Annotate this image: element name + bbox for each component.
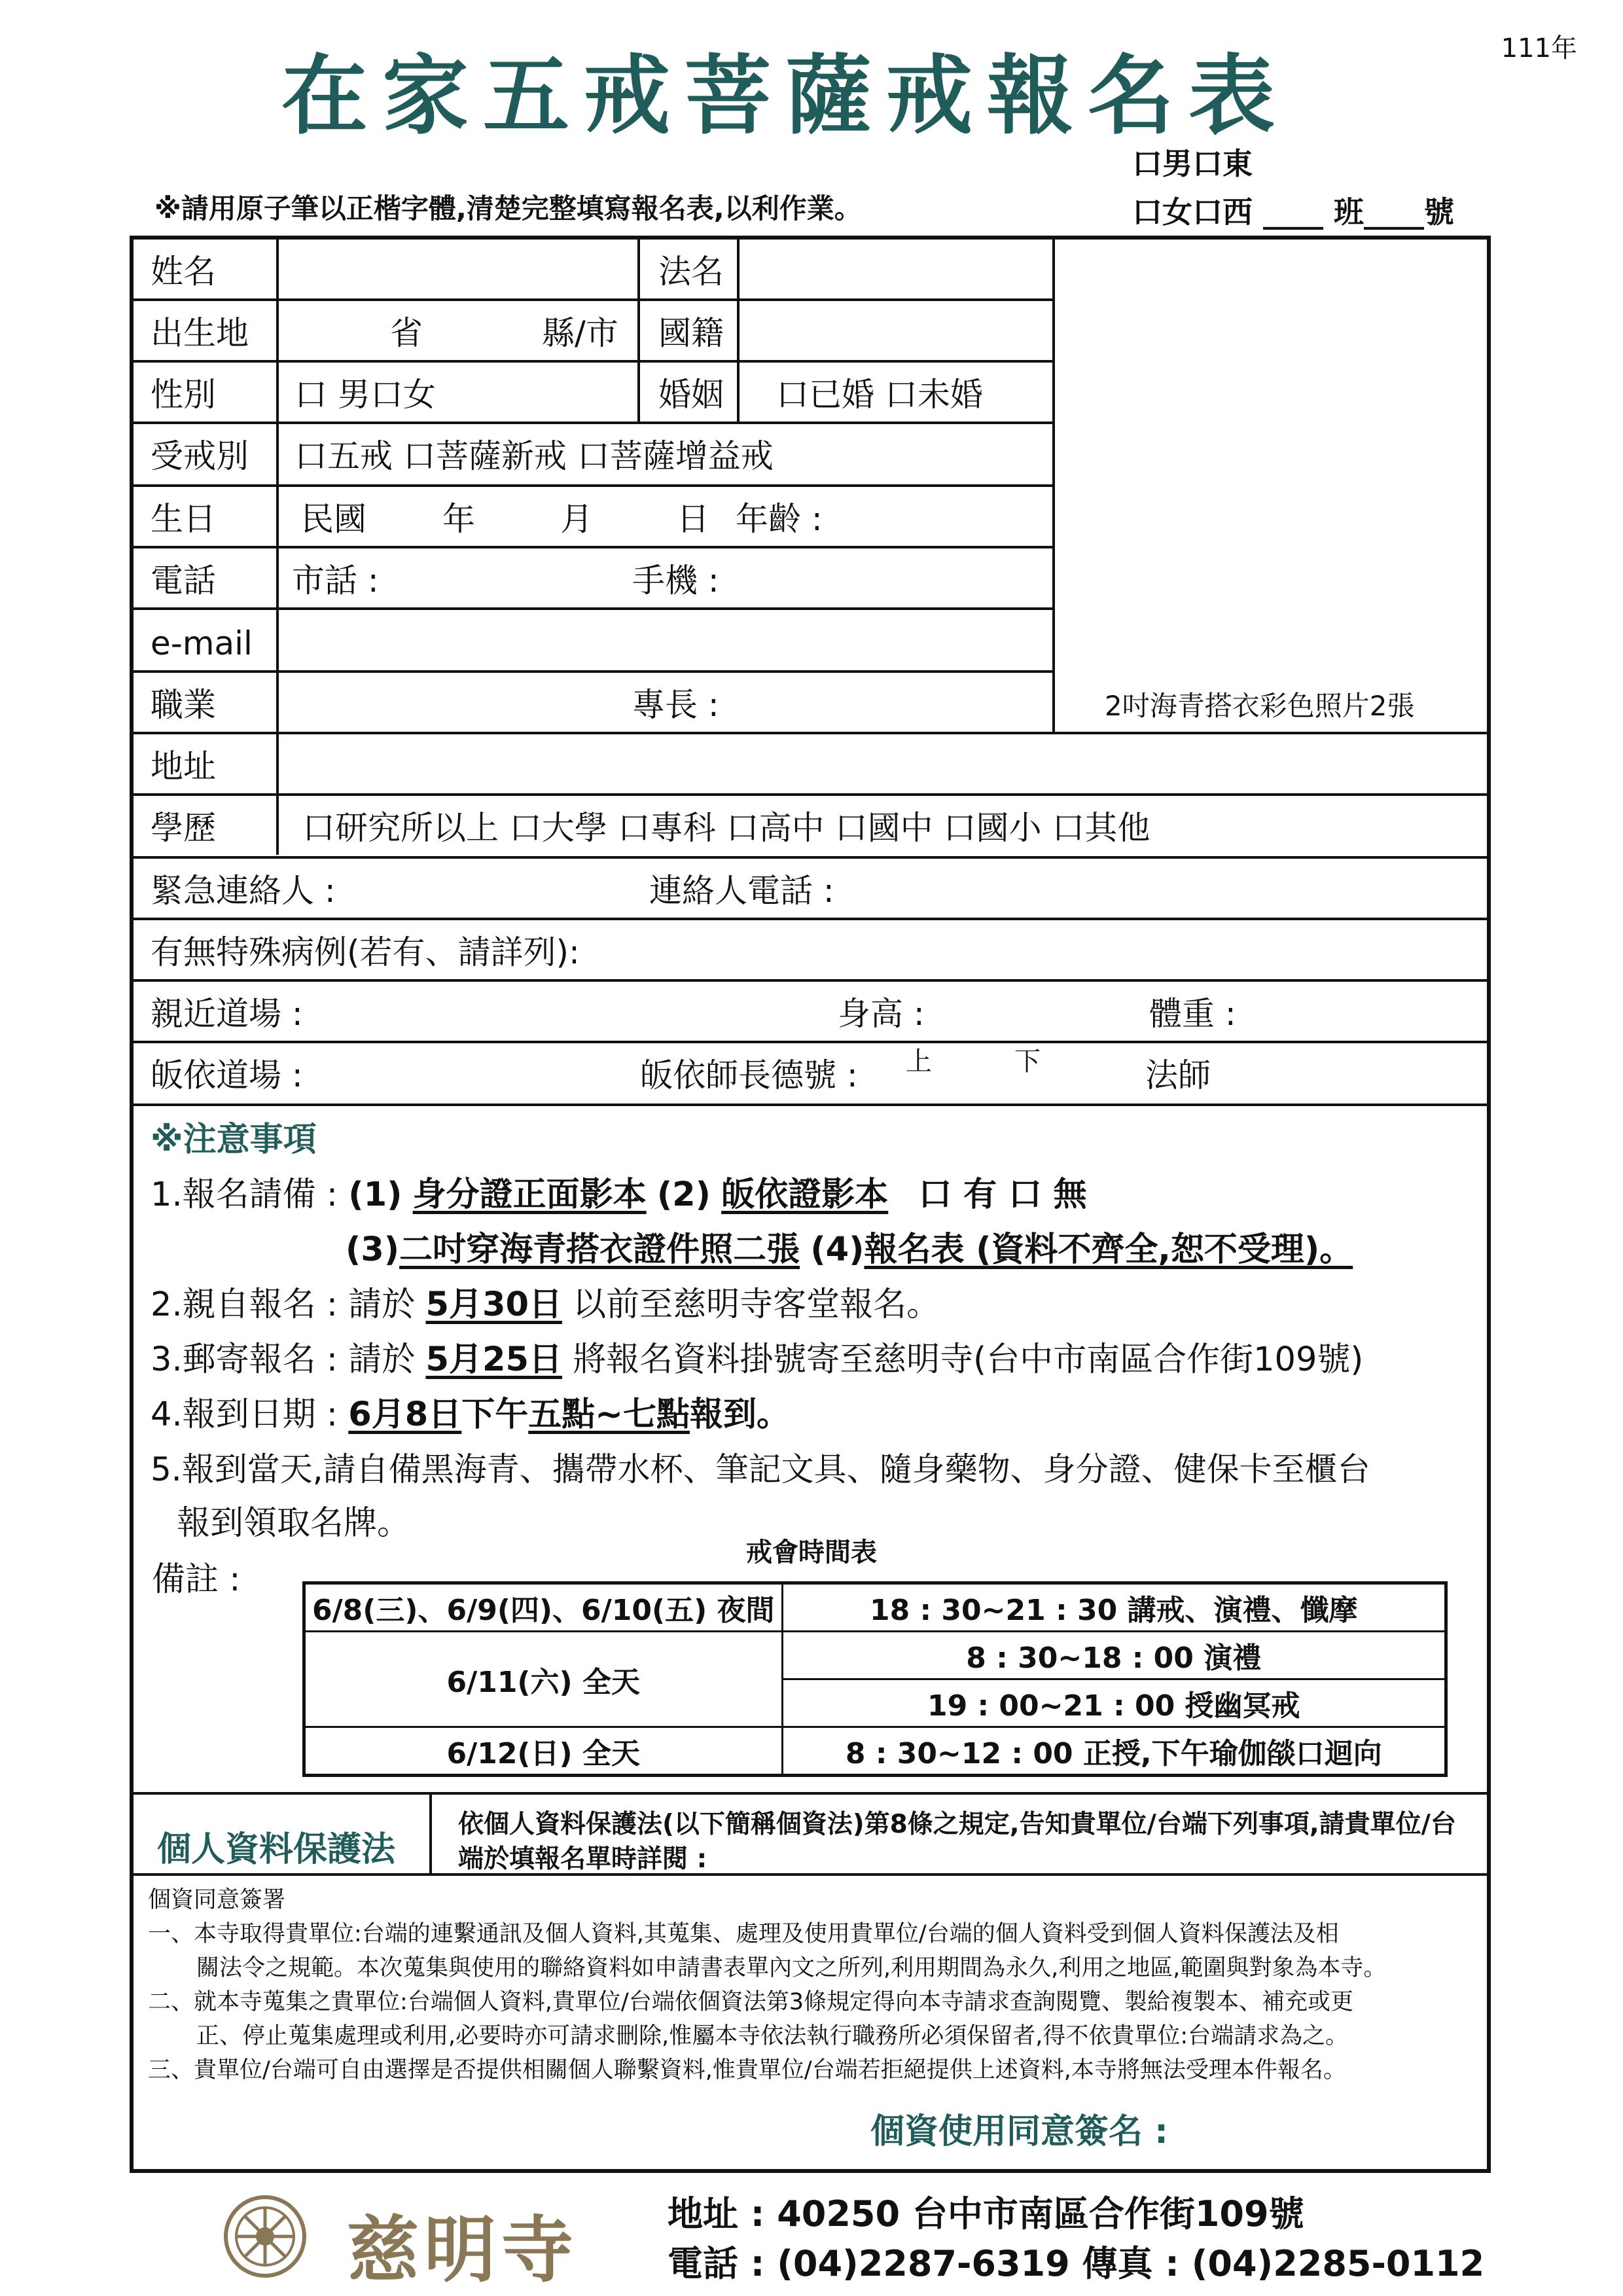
schedule-time: 8 : 30~12 : 00 正授,下午瑜伽燄口迴向 (782, 1727, 1446, 1776)
note-1-a-text: 身分證正面影本 (412, 1175, 647, 1214)
note-1-a-num: (1) (348, 1175, 402, 1214)
phone-label: 電話 (151, 562, 216, 600)
master-label: 法師 (1145, 1056, 1211, 1094)
consent-item-1a: 一、本寺取得貴單位:台端的連繫通訊及個人資料,其蒐集、處理及使用貴單位/台端的個人資料受到個人資料保護法及相 (148, 1921, 1339, 1947)
upper-label: 上 (906, 1047, 932, 1077)
precept-label: 受戒別 (151, 437, 249, 475)
precept-options[interactable]: 口五戒 口菩薩新戒 口菩薩增益戒 (294, 437, 774, 475)
weight-label: 體重 : (1149, 995, 1236, 1033)
row-divider (130, 484, 1054, 487)
schedule-date: 6/8(三)、6/9(四)、6/10(五) 夜間 (304, 1583, 783, 1632)
name-label: 姓名 (151, 253, 216, 291)
dharma-name-label: 法名 (658, 253, 724, 291)
temple-logo-text: 慈明寺 (347, 2208, 579, 2292)
row-divider (130, 793, 1491, 796)
note-1-d-text: 報名表 (資料不齊全,恕不受理)。 (864, 1230, 1353, 1269)
note-1-b-text: 皈依證影本 (721, 1175, 889, 1214)
note-5-line-2: 報到領取名牌。 (177, 1504, 411, 1543)
col-divider (637, 298, 640, 360)
class-number-line: 口女口西 ____ 班____號 (1132, 194, 1455, 230)
marriage-label: 婚姻 (658, 376, 724, 414)
email-label: e-mail (151, 624, 253, 662)
schedule-title: 戒會時間表 (746, 1537, 877, 1568)
nationality-label: 國籍 (658, 314, 724, 352)
col-divider (1052, 236, 1055, 733)
schedule-time: 19 : 00~21 : 00 授幽冥戒 (782, 1679, 1446, 1727)
note-5-line-1: 5.報到當天,請自備黑海青、攜帶水杯、筆記文具、隨身藥物、身分證、健保卡至櫃台 (151, 1450, 1370, 1488)
privacy-text: 依個人資料保護法(以下簡稱個資法)第8條之規定,告知貴單位/台端下列事項,請貴單位/台端於填報名單時詳閱 : (458, 1810, 1456, 1874)
name-field[interactable] (280, 249, 636, 295)
row-divider (130, 1103, 1491, 1106)
refuge-temple-label: 皈依道場 : (151, 1056, 303, 1094)
row-divider (130, 607, 1054, 610)
schedule-table (302, 1581, 1448, 1777)
nearby-temple-label: 親近道場 : (151, 995, 303, 1033)
form-year: 111年 (1501, 33, 1577, 63)
medical-history-label: 有無特殊病例(若有、請詳列): (151, 933, 580, 971)
consent-signature-label: 個資使用同意簽名 : (870, 2112, 1168, 2151)
mobile-label: 手機 : (632, 562, 719, 600)
row-divider (130, 918, 1491, 920)
fill-instruction: ※請用原子筆以正楷字體,清楚完整填寫報名表,以利作業。 (154, 192, 862, 224)
education-label: 學歷 (151, 809, 216, 847)
row-divider (130, 298, 1054, 301)
note-4-date: 6月8日 (348, 1395, 462, 1434)
note-1-b-num: (2) (656, 1175, 711, 1214)
birthday-label: 生日 (151, 500, 216, 538)
email-field[interactable] (280, 619, 1050, 665)
col-divider (637, 360, 640, 422)
note-2-suffix: 以前至慈明寺客堂報名。 (573, 1285, 940, 1324)
col-divider (276, 236, 279, 855)
row-divider (130, 360, 1054, 363)
note-1-b-options[interactable]: 口 有 口 無 (918, 1175, 1087, 1214)
consent-signature-field[interactable] (1178, 2101, 1466, 2147)
dharma-wheel-icon (223, 2194, 308, 2279)
education-options[interactable]: 口研究所以上 口大學 口專科 口高中 口國中 口國小 口其他 (302, 809, 1150, 847)
footer-phone: 電話 : (04)2287-6319 傳真 : (04)2285-0112 (668, 2243, 1485, 2284)
note-1-line-1 (151, 1175, 1087, 1214)
note-4 (151, 1395, 791, 1434)
gender-options[interactable]: 口 男口女 (294, 376, 436, 414)
note-1-prefix: 1.報名請備 : (151, 1175, 338, 1214)
col-divider (637, 236, 640, 298)
province-label: 省 (390, 314, 423, 352)
emergency-contact-label: 緊急連絡人 : (151, 872, 336, 910)
schedule-row (304, 1583, 1446, 1632)
privacy-heading: 個人資料保護法 (157, 1830, 396, 1869)
note-4-mid: 下午 (461, 1395, 529, 1434)
note-1-c-num: (3) (346, 1230, 400, 1269)
row-divider (130, 979, 1491, 982)
schedule-row (304, 1727, 1446, 1776)
gender-side-line-1: 口男口東 (1132, 146, 1253, 181)
row-divider (130, 856, 1491, 859)
marriage-options[interactable]: 口已婚 口未婚 (776, 376, 983, 414)
birthday-month: 月 (560, 500, 593, 538)
landline-label: 市話 : (292, 562, 379, 600)
photo-box[interactable] (1058, 240, 1484, 729)
note-1-c-text: 二吋穿海青搭衣證件照二張 (399, 1230, 800, 1269)
row-divider (130, 1792, 1491, 1795)
consent-item-2b: 正、停止蒐集處理或利用,必要時亦可請求刪除,惟屬本寺依法執行職務所必須保留者,得不依貴單位:台端請求為之。 (196, 2023, 1349, 2049)
birthplace-label: 出生地 (151, 314, 249, 352)
row-divider (130, 670, 1054, 673)
schedule-row (304, 1632, 1446, 1679)
note-3-date: 5月25日 (425, 1340, 562, 1379)
address-field[interactable] (280, 742, 1484, 788)
nationality-field[interactable] (740, 310, 1051, 356)
job-label: 職業 (151, 686, 216, 724)
county-label: 縣/市 (542, 314, 618, 352)
note-1-d-num: (4) (810, 1230, 865, 1269)
birthday-day: 日 (677, 500, 709, 538)
note-3-suffix: 將報名資料掛號寄至慈明寺(台中市南區合作街109號) (573, 1340, 1364, 1379)
notes-heading: ※注意事項 (151, 1121, 317, 1159)
row-divider (130, 1041, 1491, 1043)
contact-phone-label: 連絡人電話 : (649, 872, 834, 910)
photo-box-note: 2吋海青搭衣彩色照片2張 (1105, 690, 1415, 722)
gender-label: 性別 (151, 376, 216, 414)
consent-title: 個資同意簽署 (148, 1887, 286, 1913)
consent-item-3: 三、貴單位/台端可自由選擇是否提供相關個人聯繫資料,惟貴單位/台端若拒絕提供上述資料,本寺將無法受理本件報名。 (148, 2057, 1346, 2083)
note-4-time: 五點~七點 (528, 1395, 690, 1434)
col-divider (429, 1792, 432, 1873)
height-label: 身高 : (838, 995, 925, 1033)
birthday-year: 年 (442, 500, 475, 538)
birthday-roc: 民國 (301, 500, 366, 538)
dharma-name-field[interactable] (740, 249, 1051, 295)
note-2-date: 5月30日 (425, 1285, 562, 1324)
remark-label: 備註 : (152, 1560, 241, 1599)
note-3-prefix: 3.郵寄報名 : 請於 (151, 1340, 416, 1379)
specialty-label: 專長 : (632, 686, 719, 724)
form-title: 在家五戒菩薩戒報名表 (281, 45, 1289, 147)
schedule-date: 6/11(六) 全天 (304, 1632, 783, 1727)
footer-address: 地址 : 40250 台中市南區合作街109號 (668, 2193, 1304, 2234)
note-2-prefix: 2.親自報名 : 請於 (151, 1285, 416, 1324)
schedule-time: 18 : 30~21 : 30 講戒、演禮、懺摩 (782, 1583, 1446, 1632)
note-2 (151, 1285, 940, 1324)
col-divider (737, 360, 740, 422)
row-divider (130, 732, 1491, 734)
note-4-prefix: 4.報到日期 : (151, 1395, 338, 1434)
address-label: 地址 (151, 747, 216, 785)
note-1-line-2 (346, 1230, 1353, 1269)
lower-label: 下 (1014, 1047, 1041, 1077)
refuge-master-label: 皈依師長德號 : (640, 1056, 858, 1094)
row-divider (130, 546, 1054, 548)
schedule-date: 6/12(日) 全天 (304, 1727, 783, 1776)
consent-item-2a: 二、就本寺蒐集之貴單位:台端個人資料,貴單位/台端依個資法第3條規定得向本寺請求查詢閱覽、製給複製本、補充或更 (148, 1989, 1353, 2015)
schedule-time: 8 : 30~18 : 00 演禮 (782, 1632, 1446, 1679)
age-label: 年齡 : (736, 500, 823, 538)
note-4-suffix: 報到。 (690, 1395, 791, 1434)
consent-item-1b: 關法令之規範。本次蒐集與使用的聯絡資料如申請書表單內文之所列,利用期間為永久,利用之地區,範圍與對象為本寺。 (196, 1955, 1387, 1981)
row-divider (130, 422, 1054, 424)
note-3 (151, 1340, 1364, 1379)
